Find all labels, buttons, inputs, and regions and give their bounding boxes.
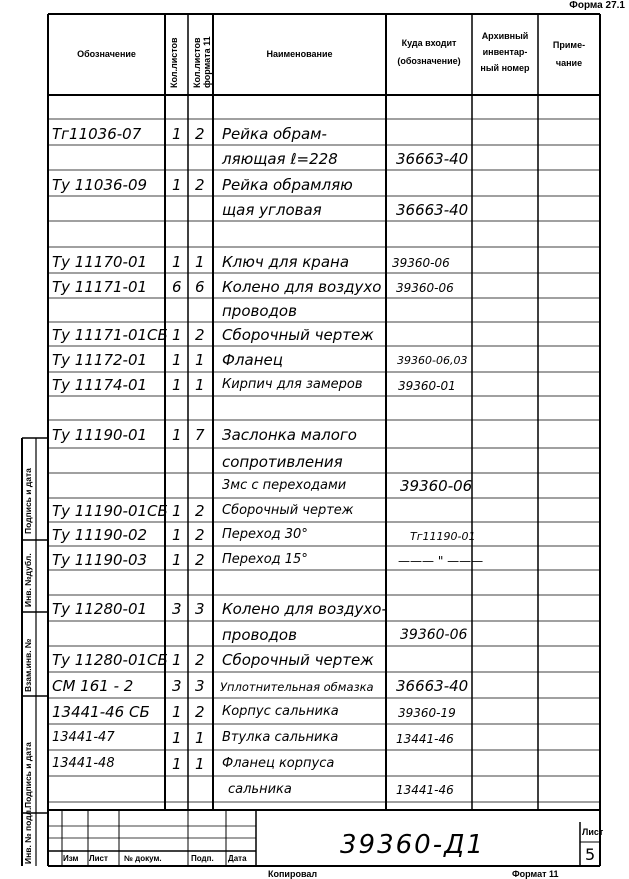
row-used-in: 36663-40 bbox=[396, 201, 469, 219]
row-designation: Ту 11170-01 bbox=[52, 253, 148, 271]
row-name: Ключ для крана bbox=[222, 253, 350, 271]
row-format: 6 bbox=[195, 278, 205, 296]
row-used-in: 36663-40 bbox=[396, 677, 469, 695]
titleblock-list: Лист bbox=[89, 854, 108, 863]
row-name: Сборочный чертеж bbox=[222, 651, 374, 669]
row-format: 7 bbox=[195, 426, 205, 444]
side-label-replacement-inv: Взам.инв. № bbox=[23, 638, 33, 692]
row-name: Фланец корпуса bbox=[222, 756, 335, 771]
row-designation: Тг11036-07 bbox=[52, 125, 142, 143]
row-used-in: 39360-06 bbox=[392, 256, 450, 270]
row-name: Кирпич для замеров bbox=[222, 377, 363, 392]
row-format: 2 bbox=[195, 125, 205, 143]
header-sheets-count: Кол.листов bbox=[169, 37, 179, 88]
form-label: Форма 27.1 bbox=[569, 0, 625, 11]
row-count: 1 bbox=[172, 703, 182, 721]
row-name: Колено для воздухо bbox=[222, 278, 382, 296]
row-designation: Ту 11280-01 bbox=[52, 600, 148, 618]
row-designation: Ту 11190-01 bbox=[52, 426, 148, 444]
row-format: 1 bbox=[195, 351, 205, 369]
row-name: сальника bbox=[228, 782, 292, 797]
footer-format: Формат 11 bbox=[512, 869, 559, 879]
row-count: 1 bbox=[172, 326, 182, 344]
row-format: 2 bbox=[195, 502, 205, 520]
header-name: Наименование bbox=[266, 49, 333, 59]
header-used-in-line1: Куда входит bbox=[401, 38, 457, 48]
row-format: 2 bbox=[195, 651, 205, 669]
header-designation: Обозначение bbox=[77, 49, 136, 59]
sheet-number: 5 bbox=[585, 845, 596, 864]
row-name: Заслонка малого bbox=[222, 426, 357, 444]
header-archive bbox=[472, 28, 538, 76]
row-format: 3 bbox=[195, 600, 205, 618]
row-designation: Ту 11036-09 bbox=[52, 176, 148, 194]
titleblock-sign: Подп. bbox=[191, 854, 214, 863]
document-number: 39360-Д1 bbox=[340, 830, 485, 860]
row-designation: Ту 11190-03 bbox=[52, 551, 148, 569]
row-name: Уплотнительная обмазка bbox=[220, 680, 374, 694]
header-notes-line1: Приме- bbox=[552, 40, 586, 50]
row-used-in: 39360-06 bbox=[400, 627, 468, 643]
row-used-in: 39360-19 bbox=[398, 706, 456, 720]
row-name: Корпус сальника bbox=[222, 704, 339, 719]
row-count: 1 bbox=[172, 253, 182, 271]
row-name: Рейка обрам- bbox=[222, 125, 327, 143]
row-format: 1 bbox=[195, 253, 205, 271]
row-count: 1 bbox=[172, 502, 182, 520]
header-archive-line2: инвентар- bbox=[482, 47, 528, 57]
side-label-signature-date-bottom: Подпись и дата bbox=[23, 742, 33, 808]
row-count: 1 bbox=[172, 729, 182, 747]
row-designation: Ту 11172-01 bbox=[52, 351, 148, 369]
row-used-in: 39360-06,03 bbox=[397, 354, 468, 367]
row-name: щая угловая bbox=[222, 201, 322, 219]
row-designation: Ту 11280-01СБ bbox=[52, 651, 168, 669]
header-archive-line1: Архивный bbox=[481, 31, 529, 41]
row-name: проводов bbox=[222, 626, 297, 644]
header-used-in bbox=[386, 34, 472, 70]
row-count: 1 bbox=[172, 125, 182, 143]
row-count: 3 bbox=[172, 677, 182, 695]
row-count: 1 bbox=[172, 426, 182, 444]
row-name: Фланец bbox=[222, 351, 283, 369]
row-name: Переход 30° bbox=[222, 527, 308, 542]
row-designation: 13441-47 bbox=[52, 730, 115, 745]
row-used-in: 36663-40 bbox=[396, 150, 469, 168]
side-label-signature-date-top: Подпись и дата bbox=[23, 468, 33, 534]
row-count: 1 bbox=[172, 526, 182, 544]
row-name: ляющая ℓ=228 bbox=[222, 150, 338, 168]
row-format: 3 bbox=[195, 677, 205, 695]
header-sheets-format: Кол.листов формата 11 bbox=[192, 36, 212, 88]
row-count: 1 bbox=[172, 551, 182, 569]
row-used-in: 13441-46 bbox=[396, 783, 454, 797]
row-designation: Ту 11171-01СБ bbox=[52, 326, 168, 344]
side-label-original-inv: Инв. № подл. bbox=[23, 807, 33, 864]
row-designation: Ту 11190-02 bbox=[52, 526, 148, 544]
row-count: 6 bbox=[172, 278, 182, 296]
row-used-in: 13441-46 bbox=[396, 732, 454, 746]
row-count: 1 bbox=[172, 376, 182, 394]
row-name: Сборочный чертеж bbox=[222, 326, 374, 344]
row-used-in: ——— " ——— bbox=[398, 554, 484, 568]
row-count: 1 bbox=[172, 651, 182, 669]
row-format: 2 bbox=[195, 176, 205, 194]
row-name: сопротивления bbox=[222, 453, 343, 471]
titleblock-doc-no: № докум. bbox=[124, 854, 162, 863]
row-designation: Ту 11171-01 bbox=[52, 278, 148, 296]
titleblock-date: Дата bbox=[228, 854, 247, 863]
row-used-in: 39360-01 bbox=[398, 379, 456, 393]
row-format: 1 bbox=[195, 755, 205, 773]
footer-copied: Копировал bbox=[268, 869, 318, 879]
header-used-in-line2: (обозначение) bbox=[397, 56, 461, 66]
row-format: 2 bbox=[195, 551, 205, 569]
row-used-in: 39360-06 bbox=[396, 281, 454, 295]
row-name: проводов bbox=[222, 302, 297, 320]
row-count: 1 bbox=[172, 176, 182, 194]
row-used-in: Тг11190-01 bbox=[410, 530, 476, 543]
header-notes bbox=[538, 36, 600, 72]
row-designation: Ту 11174-01 bbox=[52, 376, 148, 394]
row-name: Переход 15° bbox=[222, 552, 308, 567]
row-count: 3 bbox=[172, 600, 182, 618]
row-name: Втулка сальника bbox=[222, 730, 339, 745]
row-used-in: 39360-06 bbox=[400, 477, 473, 495]
row-designation: Ту 11190-01СБ bbox=[52, 502, 168, 520]
row-name: 3мс с переходами bbox=[222, 478, 347, 493]
row-name: Колено для воздухо- bbox=[222, 600, 387, 618]
row-count: 1 bbox=[172, 351, 182, 369]
header-archive-line3: ный номер bbox=[480, 63, 530, 73]
row-name: Сборочный чертеж bbox=[222, 503, 354, 518]
row-designation: 13441-46 СБ bbox=[52, 703, 150, 721]
row-format: 2 bbox=[195, 526, 205, 544]
row-format: 2 bbox=[195, 326, 205, 344]
row-format: 1 bbox=[195, 729, 205, 747]
header-notes-line2: чание bbox=[555, 58, 583, 68]
row-format: 2 bbox=[195, 703, 205, 721]
row-count: 1 bbox=[172, 755, 182, 773]
row-format: 1 bbox=[195, 376, 205, 394]
side-label-duplicate-inv: Инв. №дубл. bbox=[23, 553, 33, 607]
titleblock-sheet-label: Лист bbox=[582, 827, 604, 837]
row-name: Рейка обрамляю bbox=[222, 176, 353, 194]
row-designation: СМ 161 - 2 bbox=[52, 677, 134, 695]
row-designation: 13441-48 bbox=[52, 756, 115, 771]
titleblock-izm: Изм bbox=[63, 854, 79, 863]
